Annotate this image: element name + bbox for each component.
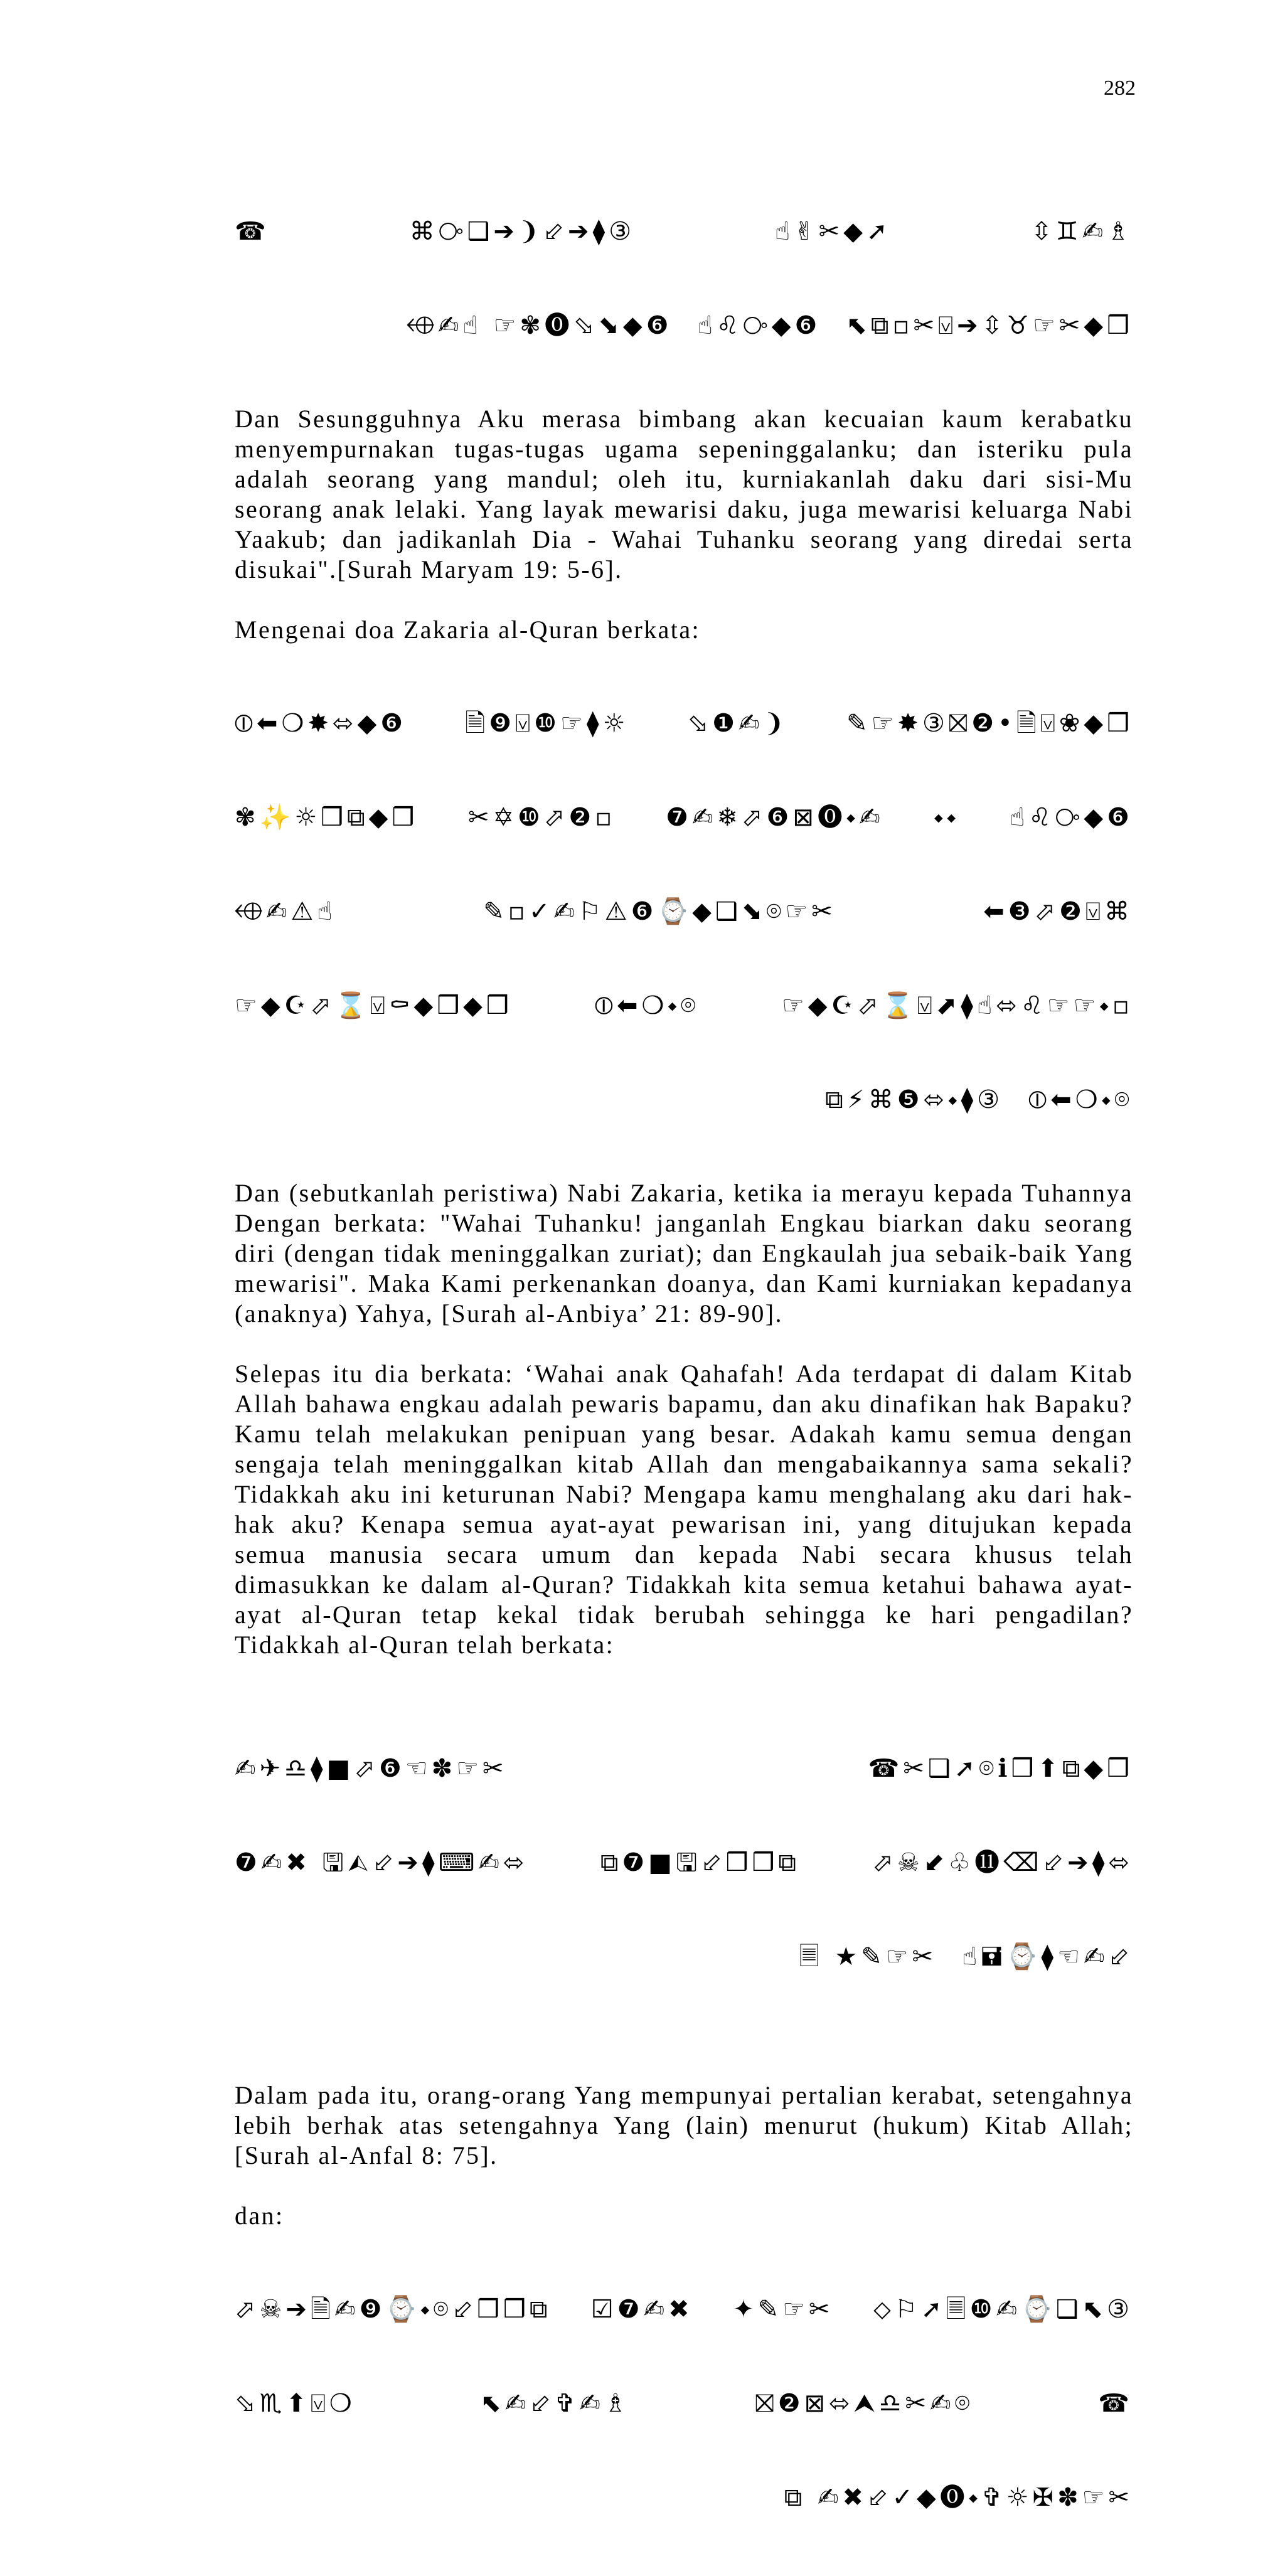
glyph-line: ⧉ ✍✖⬃✓◆⓿⬩✞☼✠✽☞✂ <box>784 2483 1133 2512</box>
intro-paragraph-dan: dan: <box>235 2201 284 2230</box>
glyph-line: ☞◆☪⬀⌛⍌⚰◆❒◆❒ ⦶⬅❍⬩⌾ ☞◆☪⬀⌛⍌⬈⧫☝⬄♌☞☞⬩▫ <box>235 991 1133 1020</box>
glyph-line: ⬲✍☝ ☞✾⓿⬂⬊◆❻ ☝♌⧂◆❻ ⬉⧉▫✂⍌➔⇳♉☞✂◆❒ <box>406 311 1133 340</box>
quranic-verse-maryam <box>235 153 1133 404</box>
translation-paragraph-anfal: Dalam pada itu, orang-orang Yang mempunyai pertalian kerabat, setengahnya lebih berhak atas setengahnya Yang (lain) menurut (hukum) Kitab Allah; [Surah al-Anfal 8: 75]. <box>235 2081 1133 2169</box>
page-content <box>235 153 1133 2576</box>
glyph-line: ⦶⬅❍✸⬄◆❻ 🗎❾⍌❿☞⧫☼ ⬂❶✍❩ ✎☞✸③⛝❷•🗎⍌❀◆❒ <box>235 709 1133 738</box>
translation-paragraph-maryam: Dan Sesungguhnya Aku merasa bimbang akan kecuaian kaum kerabatku menyempurnakan tugas-tugas ugama sepeninggalanku; dan isteriku pula adalah seorang yang mandul; oleh itu, kurniakanlah daku dari sisi-Mu seorang anak lelaki. Yang layak mewarisi daku, juga mewarisi keluarga Nabi Yaakub; dan jadikanlah Dia - Wahai Tuhanku seorang yang diredai serta disukai".[Surah Maryam 19: 5-6]. <box>235 405 1133 583</box>
glyph-line: ✍✈♎⧫■⬀❻☜✽☞✂ ☎✂❑➚⌾ℹ❒⬆⧉◆❒ <box>235 1754 1133 1783</box>
intro-paragraph-zakaria: Mengenai doa Zakaria al-Quran berkata: <box>235 615 700 644</box>
glyph-line: 🗏 ★✎☞✂ ☝🖬⌚⧫☜✍⬃ <box>799 1942 1133 1971</box>
body-paragraph-qahafah: Selepas itu dia berkata: ‘Wahai anak Qahafah! Ada terdapat di dalam Kitab Allah bahawa engkau adalah pewaris bapamu, dan aku dinafikan hak Bapaku? Kamu telah melakukan penipuan yang besar. Adakah kamu semua dengan sengaja telah meninggalkan kitab Allah dan mengabaikannya sama sekali? Tidakkah aku ini keturunan Nabi? Mengapa kamu menghalang aku dari hak-hak aku? Kenapa semua ayat-ayat pewarisan ini, yang ditujukan kepada semua manusia secara umum dan kepada Nabi secara khusus telah dimasukkan ke dalam al-Quran? Tidakkah kita semua ketahui bahawa ayat-ayat al-Quran tetap kekal tidak berubah sehingga ke hari pengadilan? Tidakkah al-Quran telah berkata: <box>235 1360 1133 1659</box>
quranic-verse-anbiya <box>235 645 1133 1178</box>
glyph-line: ❼✍✖ 🖫⮙⬃➔⧫⌨✍⬄ ⧉❼■🖫⬃❒❒⧉ ⬀☠⬋♧⓫⌫⬃➔⧫⬄ <box>235 1848 1133 1877</box>
glyph-line: ⧉⚡⌘❺⬄⬩⧫③ ⦶⬅❍⬩⌾ <box>825 1085 1133 1114</box>
translation-paragraph-anbiya: Dan (sebutkanlah peristiwa) Nabi Zakaria, ketika ia merayu kepada Tuhannya Dengan berkata: "Wahai Tuhanku! janganlah Engkau biarkan daku seorang diri (dengan tidak meninggalkan zuriat); dan Engkaulah jua sebaik-baik Yang mewarisi". Maka Kami perkenankan doanya, dan Kami kurniakan kepadanya (anaknya) Yahya, [Surah al-Anbiya’ 21: 89-90]. <box>235 1179 1133 1328</box>
glyph-line: ⬲✍⚠☝ ✎▫✓✍⚐⚠❻⌚◆❑⬊⌾☞✂ ⬅❸⬀❷⍌⌘ <box>235 897 1133 926</box>
glyph-line: ☎ ⌘⧂❑➔❩⬃➔⧫③ ☝✌✂◆➚ ⇳♊✍♗ <box>235 217 1133 246</box>
quranic-verse-anfal <box>235 1690 1133 2035</box>
glyph-line: ✾✨☼❒⧉◆❒ ✂✡❿⬀❷▫ ❼✍❄⬀❻⊠⓿⬩✍ ⬩⬩ ☝♌⧂◆❻ <box>235 803 1133 832</box>
glyph-line: ⬀☠➔🗎✍❾⌚⬩⌾⬃❒❒⧉ ☑❼✍✖ ✦✎☞✂ ⬦⚐➚🗏❿✍⌚❑⬉③ <box>235 2295 1133 2324</box>
glyph-line: ⬂♏⬆⍌❍ ⬉✍⬃✞✍♗ ⛝❷⊠⬄⮝♎✂✍⌾ ☎ <box>235 2389 1133 2418</box>
page-number: 282 <box>1104 77 1136 100</box>
quranic-verse-final <box>235 2231 1133 2576</box>
